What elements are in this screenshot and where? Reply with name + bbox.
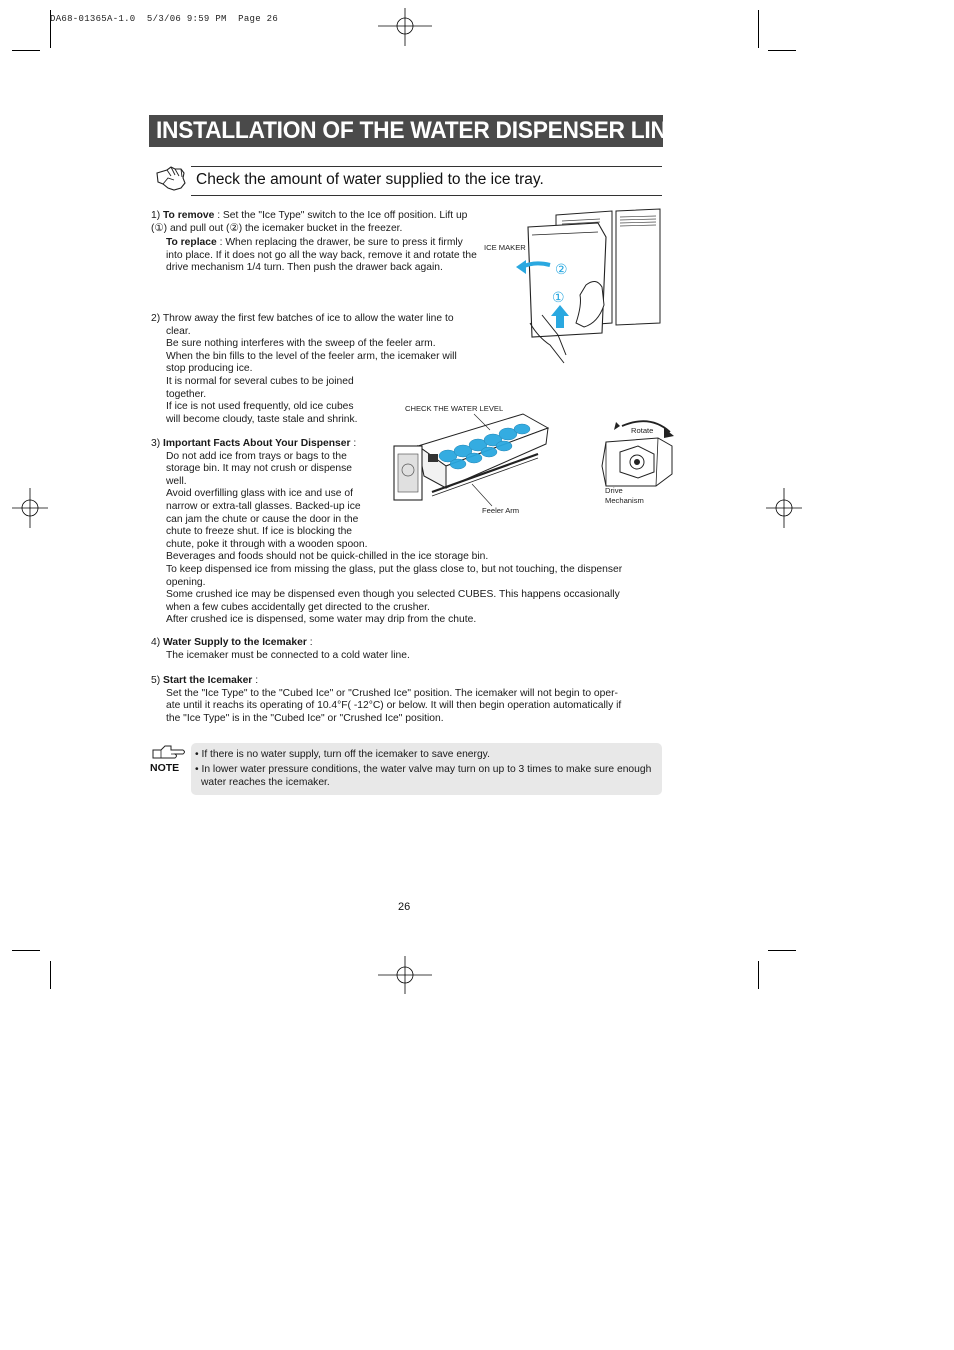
section-subtitle: Check the amount of water supplied to the ice tray.: [196, 171, 544, 188]
note-box: [191, 743, 662, 795]
step-start-icemaker: 5) Start the Icemaker : Set the "Ice Type" to the "Cubed Ice" or "Crushed Ice" position. The icemaker will not begin to oper- ate until it reachs its operating of 10.4°F( -12°C) or below. It will then begin operation automatically if the "Ice Type" is in the "Cubed Ice" or "Crushed Ice" position.: [151, 675, 622, 724]
note-hand-icon: [151, 744, 187, 762]
crop-mark: [758, 961, 759, 989]
crop-mark: [50, 961, 51, 989]
step2-marker: ②: [555, 261, 568, 277]
step-label: Start the Icemaker: [163, 675, 253, 686]
title-bar: [149, 115, 682, 147]
step-label: To replace: [166, 237, 217, 249]
feeler-arm-label: Feeler Arm: [482, 506, 520, 515]
note-item: • If there is no water supply, turn off the icemaker to save energy.: [195, 749, 490, 760]
step-label: Important Facts About Your Dispenser: [163, 438, 351, 449]
subtitle-rule-bottom: [191, 195, 662, 196]
registration-mark-bottom: [378, 950, 432, 1002]
icemaker-bucket-illustration: [480, 205, 665, 365]
registration-mark-left: [10, 482, 50, 534]
step-label: To remove: [163, 210, 215, 221]
page-number: 26: [398, 901, 411, 913]
drive-mechanism-label: Drive Mechanism: [605, 486, 644, 505]
step-throw-away: 2) Throw away the first few batches of ice to allow the water line to clear. Be sure nothing interferes with the sweep of the feeler arm. When the bin fills to the level of the feeler arm, the icemaker will stop producing ice. It is normal for several cubes to be joined together. If ice is not used frequently, old ice cubes will become cloudy, taste stale and shrink.: [151, 313, 457, 425]
registration-mark-top: [378, 0, 432, 52]
note-item: water reaches the icemaker.: [201, 777, 330, 788]
crop-mark: [12, 50, 40, 51]
ice-tray-illustration: [388, 410, 553, 520]
step1-marker: ①: [552, 289, 565, 305]
note-item: • In lower water pressure conditions, the water valve may turn on up to 3 times to make sure enough: [195, 764, 652, 775]
rotate-label: Rotate: [631, 426, 654, 435]
crop-mark: [12, 950, 40, 951]
registration-mark-right: [764, 482, 804, 534]
page-title: INSTALLATION OF THE WATER DISPENSER LINE: [156, 117, 682, 144]
step-important-facts: 3) Important Facts About Your Dispenser : Do not add ice from trays or bags to the storage bin. It may not crush or dispense well. Avoid overfilling glass with ice and use of narrow or extra-tall glasses. Backed-up ice can jam the chute or cause the door in the chute to freeze shut. If ice is blocking the chute, poke it through with a wooden spoon. Beverages and foods should not be quick-chilled in the ice storage bin. To keep dispensed ice from missing the glass, put the glass close to, but not touching, the dispenser opening. Some crushed ice may be dispensed even though you selected CUBES. This happens occasionally when a few cubes accidentally get directed to the crusher. After crushed ice is dispensed, some water may drip from the chute.: [151, 438, 623, 626]
print-header: DA68-01365A-1.0 5/3/06 9:59 PM Page 26: [50, 14, 279, 24]
step-label: Water Supply to the Icemaker: [163, 637, 307, 648]
crop-mark: [768, 50, 796, 51]
crop-mark: [758, 10, 759, 48]
step-remove: 1) To remove : Set the "Ice Type" switch to the Ice off position. Lift up (①) and pull out (②) the icemaker bucket in the freezer. To replace : When replacing the drawer, be sure to press it firmly into place. If it does not go all the way back, remove it and rotate the drive mechanism 1/4 turn. Then push the drawer back again.: [151, 210, 477, 274]
crop-mark: [768, 950, 796, 951]
hand-pointer-icon: [154, 164, 188, 194]
step-water-supply: 4) Water Supply to the Icemaker : The icemaker must be connected to a cold water line.: [151, 637, 410, 661]
check-water-level-label: CHECK THE WATER LEVEL: [405, 404, 504, 413]
subtitle-rule-top: [191, 166, 662, 167]
ice-maker-label: ICE MAKER: [484, 243, 526, 252]
note-label: NOTE: [150, 762, 180, 774]
